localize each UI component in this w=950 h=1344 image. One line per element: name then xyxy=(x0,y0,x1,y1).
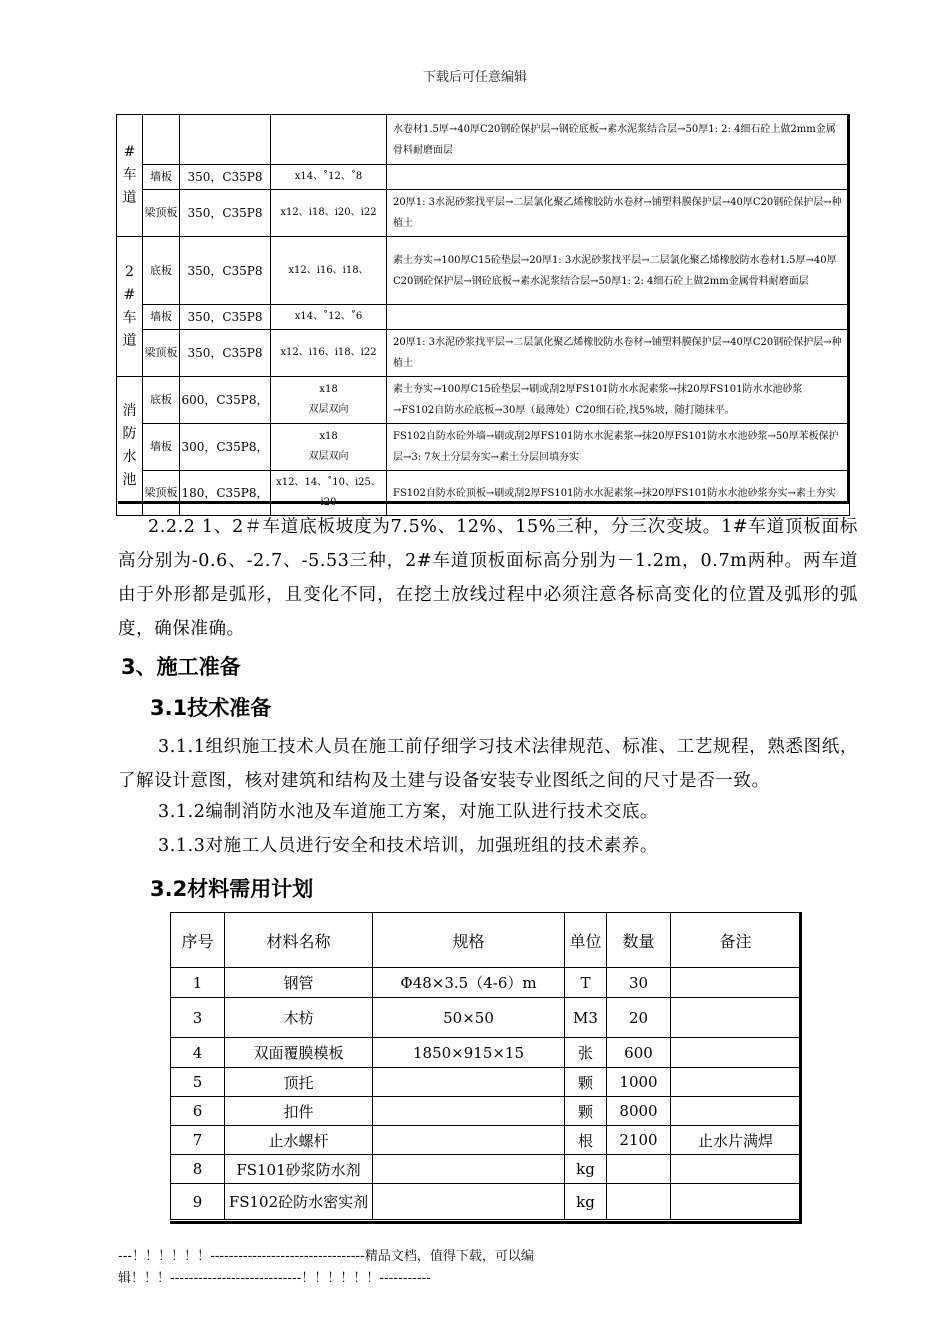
header-note: 备注 xyxy=(671,913,801,968)
footer-line-1: ---！！！！！！---------------------------------精品文档，值得下载，可以编 xyxy=(118,1249,534,1264)
component-label: 梁顶板 xyxy=(143,330,180,377)
cell-index: 6 xyxy=(171,1097,225,1126)
rebar-cell: ⅹ18 双层双向 xyxy=(271,377,387,424)
process-cell: FS102自防水砼外墙→刷或刮2厚FS101防水水泥素浆→抹20厚FS101防水水池砂浆→50厚苯板保护层→3: 7灰土分层夯实→素土分层回填夯实 xyxy=(387,424,850,471)
component-label xyxy=(143,115,180,165)
component-label: 梁顶板 xyxy=(143,471,180,516)
material-table-shadow-bottom xyxy=(170,1221,802,1224)
paragraph-2-2-2: 2.2.2 1、2＃车道底板坡度为7.5%、12%、15%三种，分三次变坡。1#车道顶板面标高分别为-0.6、-2.7、-5.53三种，2#车道顶板面标高分别为－1.2m，0.7m两种。两车道由于外形都是弧形，且变化不同，在挖土放线过程中必须注意各标高变化的位置及弧形的弧度，确保准确。 xyxy=(118,517,858,639)
cell-name: 双面覆膜模板 xyxy=(225,1038,373,1068)
process-cell: 水卷材1.5厚→40厚C20钢砼保护层→钢砼底板→素水泥浆结合层→50厚1: 2: 4细石砼上做2mm金属骨料耐磨面层 xyxy=(387,115,850,165)
group-label-2: 2 # 车 道 xyxy=(117,237,143,377)
cell-note xyxy=(671,968,801,998)
cell-qty: 8000 xyxy=(607,1097,671,1126)
spec-cell: 350，C35P8 xyxy=(180,305,271,330)
rebar-cell: ⅹ18 双层双向 xyxy=(271,424,387,471)
cell-spec: Φ48×3.5（4-6）m xyxy=(373,968,565,998)
cell-name: FS101砂浆防水剂 xyxy=(225,1155,373,1184)
cell-unit: kg xyxy=(565,1184,607,1220)
process-cell xyxy=(387,305,850,330)
cell-spec xyxy=(373,1097,565,1126)
spec-cell: 300，C35P8， xyxy=(180,424,271,471)
cell-note xyxy=(671,1068,801,1097)
cell-index: 1 xyxy=(171,968,225,998)
spec-cell: 350，C35P8 xyxy=(180,190,271,237)
heading-3: 3、施工准备 xyxy=(121,655,241,679)
structure-table xyxy=(116,114,850,516)
cell-unit: 张 xyxy=(565,1038,607,1068)
cell-qty: 1000 xyxy=(607,1068,671,1097)
material-table xyxy=(170,912,801,1220)
paragraph-3-1-3: 3.1.3对施工人员进行安全和技术培训，加强班组的技术素养。 xyxy=(158,836,659,856)
spec-cell: 350，C35P8 xyxy=(180,237,271,305)
table-row xyxy=(171,1038,801,1068)
cell-note xyxy=(671,1038,801,1068)
table-shadow-bottom xyxy=(118,501,850,504)
cell-qty xyxy=(607,1184,671,1220)
cell-index: 8 xyxy=(171,1155,225,1184)
cell-note xyxy=(671,1155,801,1184)
cell-spec xyxy=(373,1126,565,1155)
cell-unit: M3 xyxy=(565,998,607,1038)
cell-qty: 30 xyxy=(607,968,671,998)
cell-qty: 2100 xyxy=(607,1126,671,1155)
cell-unit: 颗 xyxy=(565,1068,607,1097)
spec-cell: 350，C35P8 xyxy=(180,330,271,377)
spec-cell xyxy=(180,115,271,165)
cell-name: 止水螺杆 xyxy=(225,1126,373,1155)
cell-name: 顶托 xyxy=(225,1068,373,1097)
spec-cell: 350，C35P8 xyxy=(180,165,271,190)
rebar-cell: ⅹ12、ⅰ16、ⅰ18、 xyxy=(271,237,387,305)
footer-note xyxy=(118,1246,534,1290)
cell-name: 木枋 xyxy=(225,998,373,1038)
header-qty: 数量 xyxy=(607,913,671,968)
process-cell: FS102自防水砼顶板→刷或刮2厚FS101防水水泥素浆→抹20厚FS101防水水池砂浆夯实→素土夯实 xyxy=(387,471,850,516)
component-label: 墙板 xyxy=(143,305,180,330)
cell-qty: 20 xyxy=(607,998,671,1038)
table-row xyxy=(171,1068,801,1097)
cell-index: 3 xyxy=(171,998,225,1038)
component-label: 墙板 xyxy=(143,424,180,471)
table-row xyxy=(171,1097,801,1126)
cell-unit: 根 xyxy=(565,1126,607,1155)
cell-spec xyxy=(373,1155,565,1184)
table-shadow-right xyxy=(847,114,850,504)
component-label: 底板 xyxy=(143,377,180,424)
process-cell: 素土夯实→100厚C15砼垫层→刷或刮2厚FS101防水水泥素浆→抹20厚FS101防水水池砂浆→FS102自防水砼底板→30厚（最薄处）C20细石砼,找5%坡，随打随抹平。 xyxy=(387,377,850,424)
footer-line-2: 辑！！！----------------------------！！！！！！----------- xyxy=(118,1271,431,1286)
material-table-shadow-right xyxy=(799,912,802,1224)
table-row xyxy=(171,1155,801,1184)
cell-name: FS102砼防水密实剂 xyxy=(225,1184,373,1220)
header-unit: 单位 xyxy=(565,913,607,968)
cell-spec: 1850×915×15 xyxy=(373,1038,565,1068)
cell-unit: 颗 xyxy=(565,1097,607,1126)
table-row xyxy=(171,968,801,998)
group-label-1: # 车 道 xyxy=(117,115,143,237)
component-label: 梁顶板 xyxy=(143,190,180,237)
cell-name: 扣件 xyxy=(225,1097,373,1126)
cell-qty: 600 xyxy=(607,1038,671,1068)
process-cell: 20厚1: 3水泥砂浆找平层→二层氯化聚乙烯橡胶防水卷材→铺塑料膜保护层→40厚C20钢砼保护层→种植土 xyxy=(387,190,850,237)
process-cell: 素土夯实→100厚C15砼垫层→20厚1: 3水泥砂浆找平层→二层氯化聚乙烯橡胶防水卷材1.5厚→40厚C20钢砼保护层→钢砼底板→素水泥浆结合层→50厚1: 2: 4细石砼上做2mm金属骨料耐磨面层 xyxy=(387,237,850,305)
component-label: 底板 xyxy=(143,237,180,305)
rebar-cell: ⅹ12、ⅰ18、ⅰ20、ⅰ22 xyxy=(271,190,387,237)
rebar-cell: ⅹ14、˚12、˚6 xyxy=(271,305,387,330)
header-note: 下载后可任意编辑 xyxy=(422,70,527,85)
spec-cell: 180，C35P8， xyxy=(180,471,271,516)
paragraph-3-1-1: 3.1.1组织施工技术人员在施工前仔细学习技术法律规范、标准、工艺规程，熟悉图纸，了解设计意图，核对建筑和结构及土建与设备安装专业图纸之间的尺寸是否一致。 xyxy=(118,737,858,791)
process-cell xyxy=(387,165,850,190)
cell-spec xyxy=(373,1184,565,1220)
rebar-cell: ⅹ14、˚12、˚8 xyxy=(271,165,387,190)
cell-spec: 50×50 xyxy=(373,998,565,1038)
header-index: 序号 xyxy=(171,913,225,968)
spec-cell: 600，C35P8， xyxy=(180,377,271,424)
paragraph-3-1-2: 3.1.2编制消防水池及车道施工方案，对施工队进行技术交底。 xyxy=(158,802,659,822)
cell-qty xyxy=(607,1155,671,1184)
cell-index: 4 xyxy=(171,1038,225,1068)
cell-note xyxy=(671,998,801,1038)
cell-note: 止水片满焊 xyxy=(671,1126,801,1155)
cell-index: 5 xyxy=(171,1068,225,1097)
rebar-cell: ⅹ12、14、˚10、ⅰ25、 xyxy=(271,471,387,516)
rebar-cell xyxy=(271,115,387,165)
cell-spec xyxy=(373,1068,565,1097)
process-cell: 20厚1: 3水泥砂浆找平层→二层氯化聚乙烯橡胶防水卷材→铺塑料膜保护层→40厚C20钢砼保护层→种植土 xyxy=(387,330,850,377)
cell-unit: T xyxy=(565,968,607,998)
heading-3-2: 3.2材料需用计划 xyxy=(150,877,314,901)
cell-name: 钢管 xyxy=(225,968,373,998)
component-label: 墙板 xyxy=(143,165,180,190)
cell-index: 9 xyxy=(171,1184,225,1220)
heading-3-1: 3.1技术准备 xyxy=(150,696,272,720)
cell-index: 7 xyxy=(171,1126,225,1155)
cell-unit: kg xyxy=(565,1155,607,1184)
table-row xyxy=(171,1184,801,1220)
cell-note xyxy=(671,1184,801,1220)
group-label-3: 消 防 水 池 xyxy=(117,377,143,516)
rebar-cell: ⅹ12、ⅰ16、ⅰ18、ⅰ22 xyxy=(271,330,387,377)
table-row xyxy=(171,1126,801,1155)
table-row xyxy=(171,998,801,1038)
header-name: 材料名称 xyxy=(225,913,373,968)
header-spec: 规格 xyxy=(373,913,565,968)
cell-note xyxy=(671,1097,801,1126)
